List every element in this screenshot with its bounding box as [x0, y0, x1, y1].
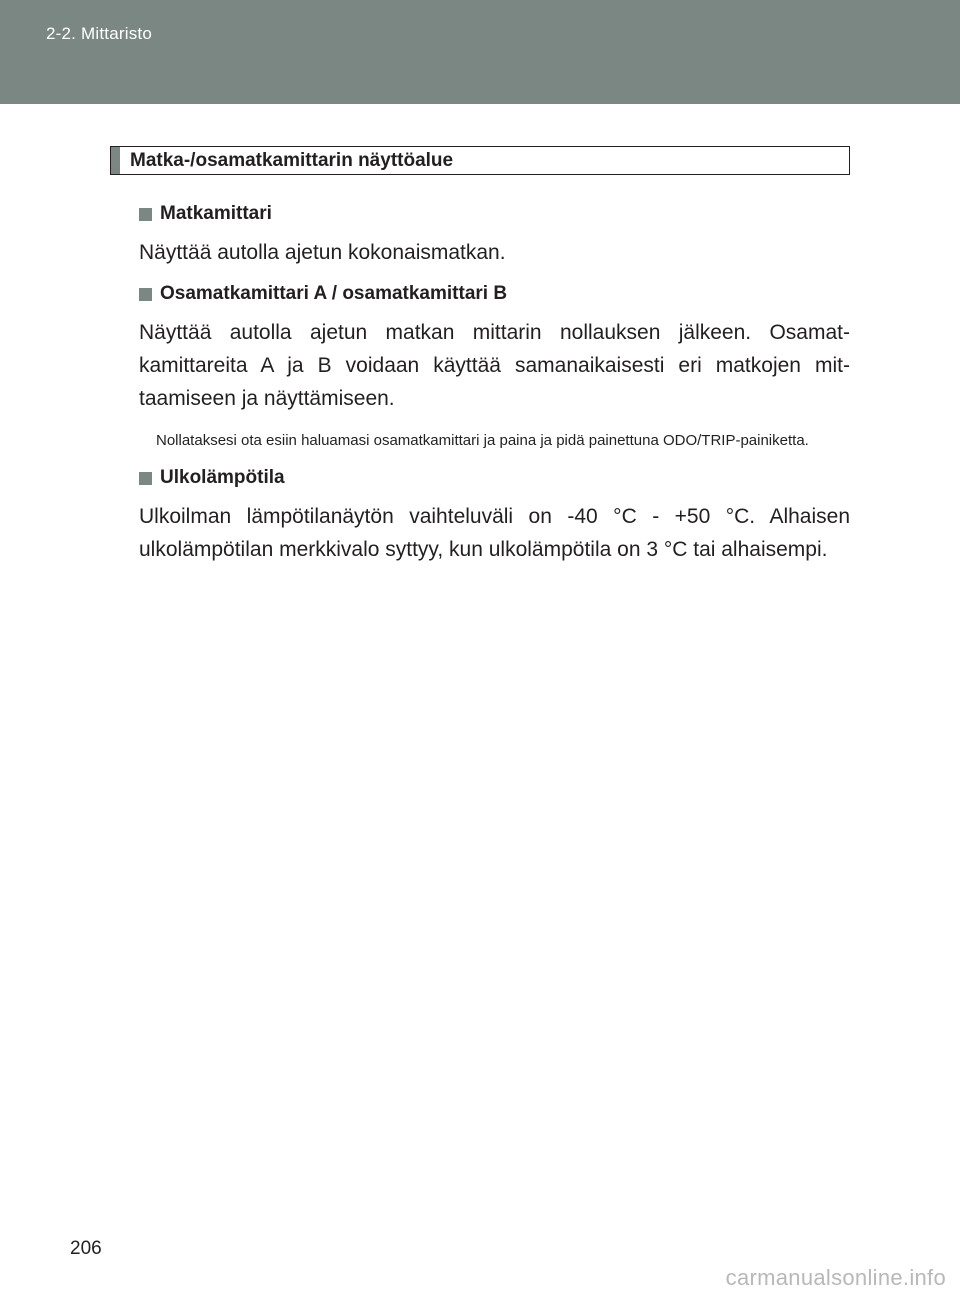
watermark: carmanualsonline.info: [725, 1265, 946, 1290]
page-content: [110, 146, 850, 566]
section-heading-box: [110, 146, 850, 175]
subheading-osamatkamittari: [139, 282, 850, 306]
page-number: 206: [70, 1238, 102, 1259]
chapter-label: 2-2. Mittaristo: [46, 24, 152, 43]
subheading-ulkolampotila: [139, 466, 850, 490]
paragraph-osamatkamittari: Näyttää autolla ajetun matkan mittarin nollauksen jälkeen. Osamatkamittareita A ja B voidaan käyttää samanaikaisesti eri matkojen mittaamiseen ja näyttämiseen.: [139, 321, 850, 410]
paragraph-ulkolampotila: Ulkoilman lämpötilanäytön vaihteluväli on -40 °C - +50 °C. Alhaisen ulkolämpötilan merkkivalo syttyy, kun ulkolämpötila on 3 °C tai alhaisempi.: [139, 505, 850, 561]
note-reset-instruction: Nollataksesi ota esiin haluamasi osamatkamittari ja paina ja pidä painettuna ODO/TRIP-painiketta.: [156, 432, 809, 449]
section-accent-bar: [111, 147, 120, 174]
square-bullet-icon: [139, 288, 152, 301]
paragraph-matkamittari: Näyttää autolla ajetun kokonaismatkan.: [139, 241, 506, 264]
header-band: [0, 0, 960, 104]
subheading-title: Matkamittari: [160, 203, 272, 224]
square-bullet-icon: [139, 208, 152, 221]
subheading-title: Osamatkamittari A / osamatkamittari B: [160, 283, 508, 304]
subheading-title: Ulkolämpötila: [160, 467, 285, 488]
subheading-matkamittari: [139, 202, 850, 226]
section-title: Matka-/osamatkamittarin näyttöalue: [130, 150, 454, 171]
square-bullet-icon: [139, 472, 152, 485]
